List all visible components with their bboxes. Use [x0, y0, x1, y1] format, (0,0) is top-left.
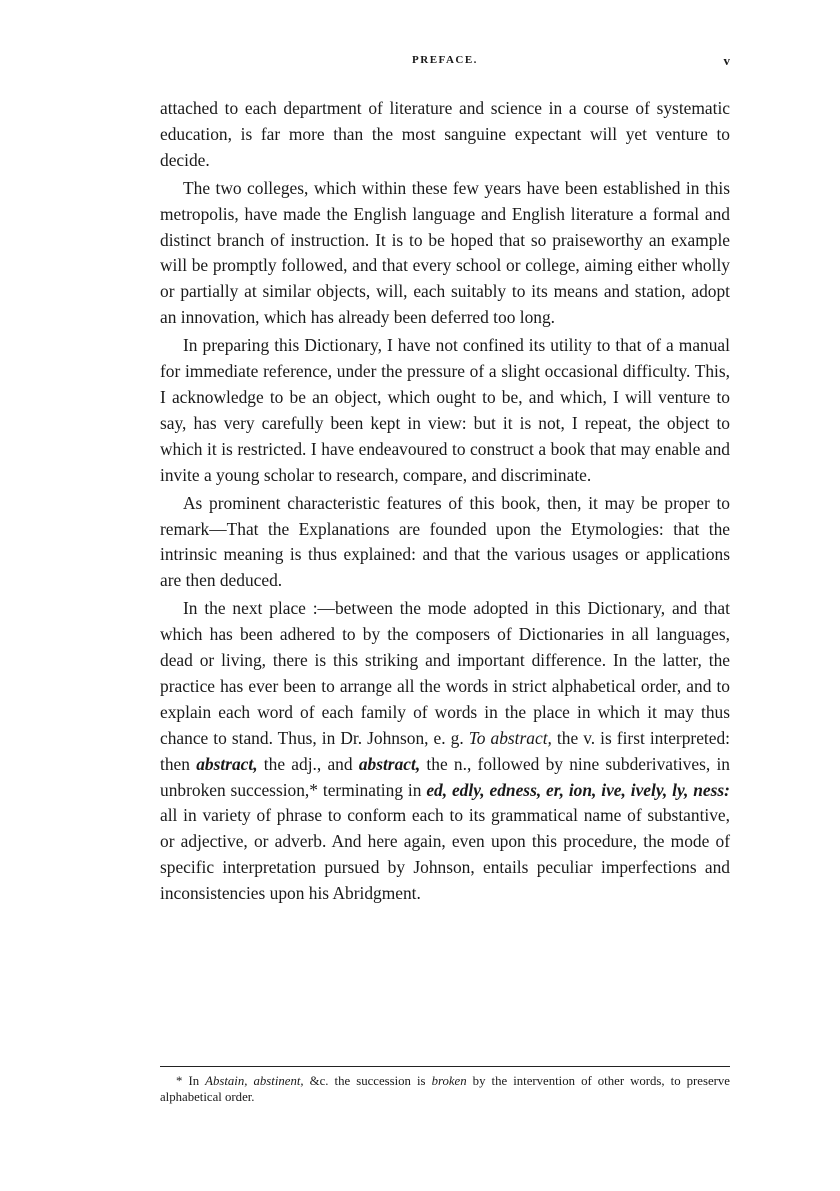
paragraph-continued: attached to each department of literature and science in a course of systematic education, is far more than the most sanguine expectant will yet venture to decide.	[160, 98, 730, 170]
page-number: v	[723, 53, 730, 68]
running-title: PREFACE.	[412, 54, 478, 66]
footnote-italic-broken: broken	[431, 1074, 467, 1088]
footnote-italic-words: Abstain, abstinent,	[205, 1074, 304, 1088]
paragraph-colleges: The two colleges, which within these few years have been established in this metropolis, have made the English language and English literature a formal and distinct branch of instruction. It is to be hoped that so praiseworthy an example will be promptly followed, and that every school or college, aiming either wholly or partially at similar objects, will, each suitably to its means and station, adopt an innovation, which has already been deferred too long.	[160, 177, 730, 328]
text-segment: the adj., and	[257, 753, 359, 774]
body-text	[160, 96, 730, 907]
text-segment: all in variety of phrase to conform each to its grammatical name of substantive, or adjective, or adverb. And here again, even upon this procedure, the mode of specific interpretation pursued by Johnson, entails peculiar imperfections and inconsistencies upon his Abridgment.	[160, 805, 730, 904]
running-head	[160, 54, 730, 74]
italic-term: abstract,	[358, 753, 421, 774]
text-segment: In the next place :—between the mode adopted in this Dictionary, and that which has been adhered to by the composers of Dictionaries in all languages, dead or living, there is this striking and important difference. In the latter, the practice has ever been to arrange all the words in strict alphabetical order, and to explain each word of each family of words in the place in which it may thus chance to stand. Thus, in Dr. Johnson, e. g.	[160, 598, 730, 748]
footnote-text: by the intervention of other words, to preserve alphabetical order.	[160, 1074, 730, 1104]
italic-suffix-list: ed, edly, edness, er, ion, ive, ively, ly, ness:	[426, 779, 730, 800]
paragraph-dictionary-purpose: In preparing this Dictionary, I have not confined its utility to that of a manual for immediate reference, under the pressure of a slight occasional difficulty. This, I acknowledge to be an object, which ought to be, and which, I will venture to say, has very carefully been kept in view: but it is not, I repeat, the object to which it is restricted. I have endeavoured to construct a book that may enable and invite a young scholar to research, compare, and discriminate.	[160, 335, 730, 485]
footnote-rule	[160, 1066, 730, 1067]
footnote-marker: * In	[176, 1074, 206, 1088]
paragraph-characteristic-features: As prominent characteristic features of this book, then, it may be proper to remark—That the Explanations are founded upon the Etymologies: that the intrinsic meaning is thus explained: and that the various usages or applications are then deduced.	[160, 492, 730, 591]
italic-term: abstract,	[196, 753, 258, 774]
text-segment: the n., followed by nine subderivatives, in unbroken succession,* terminating in	[160, 753, 730, 800]
footnote	[160, 1073, 730, 1105]
footnote-text: &c. the succession is	[303, 1074, 432, 1088]
text-segment: the v. is first interpreted: then	[160, 727, 730, 774]
italic-term: To abstract,	[468, 727, 552, 748]
paragraph-arrangement-difference	[160, 596, 730, 907]
